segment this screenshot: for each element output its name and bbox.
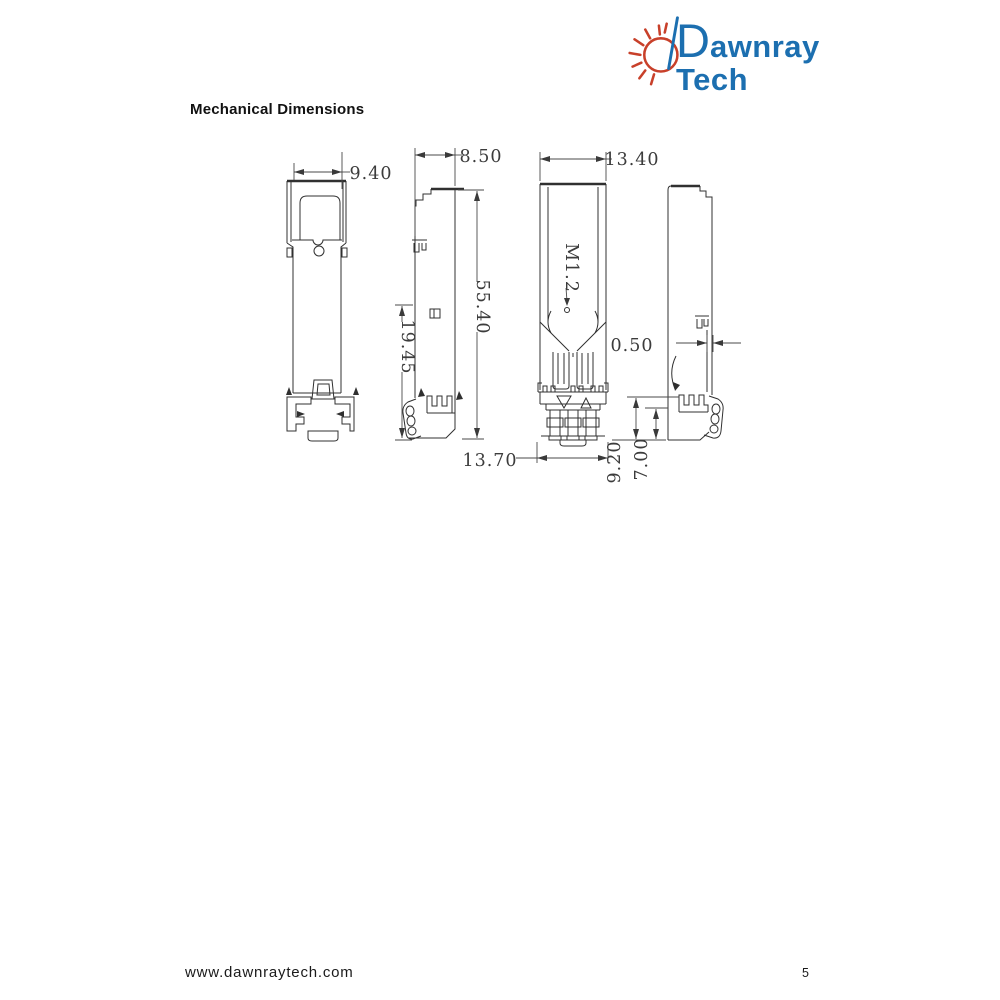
page-number: 5 [802, 966, 809, 980]
front-hole [314, 246, 324, 256]
dimension-annotations [294, 148, 741, 463]
left-side-view-drawing [403, 189, 464, 439]
dim-label-front-width: 9.40 [349, 164, 393, 184]
dim-label-bottom-rear-width: 13.70 [462, 451, 518, 471]
m1-2-screw-hole [565, 308, 570, 313]
dim-label-pin-section-length: 7.00 [632, 437, 652, 481]
section-heading: Mechanical Dimensions [190, 101, 365, 118]
logo-text: Dawnray Tech [676, 14, 820, 97]
dim-label-wall-thickness: 0.50 [610, 336, 654, 356]
front-view-drawing [286, 181, 359, 441]
dim-label-bottom-view-width: 13.40 [604, 150, 660, 170]
footer-website: www.dawnraytech.com [185, 964, 354, 981]
right-side-view-drawing [668, 186, 723, 440]
dim-label-side-top-width: 8.50 [459, 147, 503, 167]
bottom-view-drawing [538, 184, 608, 446]
dim-label-overall-length: 55.40 [472, 279, 492, 335]
dim-label-screw-thread: M1.2 [561, 243, 581, 293]
dim-label-rear-section-length: 19.45 [397, 319, 417, 375]
dim-label-rear-depth: 9.20 [605, 440, 625, 484]
